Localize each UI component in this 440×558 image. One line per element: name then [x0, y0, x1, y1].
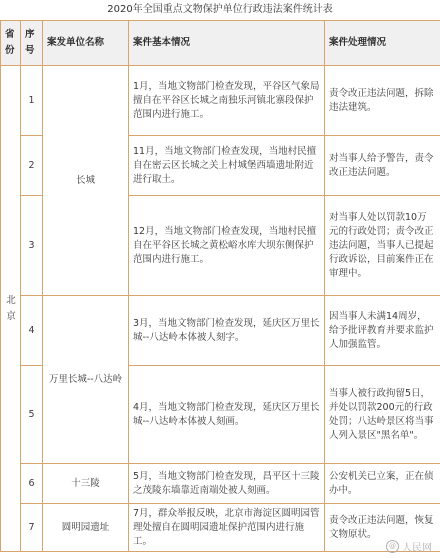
table-row: [1, 296, 440, 366]
seq-cell: 6: [21, 464, 43, 504]
seq-cell: 4: [21, 296, 43, 366]
result-cell: 对当事人处以罚款10万元的行政处罚；责令改正违法问题，当事人已提起行政诉讼，目前案件正在审理中。: [325, 196, 440, 296]
header-unit: 案发单位名称: [43, 21, 129, 66]
case-cell: 11月，当地文物部门检查发现，当地村民擅自在密云区长城之关上村城堡西墙遗址附近进行取土。: [129, 136, 325, 196]
seq-cell: 5: [21, 366, 43, 464]
header-seq: 序号: [21, 21, 43, 66]
seq-cell: 2: [21, 136, 43, 196]
result-cell: 责令改正违法问题，恢复文物原状。: [325, 504, 440, 552]
case-cell: 12月，当地文物部门检查发现，当地村民擅自在平谷区长城之黄松峪水库大坝东侧保护范围内进行施工。: [129, 196, 325, 296]
seq-cell: 1: [21, 66, 43, 136]
header-row: [1, 21, 440, 66]
province-cell: 北京: [1, 66, 21, 552]
case-statistics-table: [0, 20, 440, 552]
case-cell: 1月，当地文物部门检查发现，平谷区气象局擅自在平谷区长城之南独乐河镇北寨段保护范围内进行施工。: [129, 66, 325, 136]
result-cell: 对当事人给予警告，责令改正违法问题。: [325, 136, 440, 196]
result-cell: 因当事人未满14周岁，给予批评教育并要求监护人加强监管。: [325, 296, 440, 366]
table-row: [1, 66, 440, 136]
unit-cell-yuanmingyuan: 圆明园遗址: [43, 504, 129, 552]
header-province: 省份: [1, 21, 21, 66]
table-title: 2020年全国重点文物保护单位行政违法案件统计表: [107, 4, 333, 15]
watermark: [386, 539, 432, 554]
header-result: 案件处理情况: [325, 21, 440, 66]
result-cell: 责令改正违法问题，拆除违法建筑。: [325, 66, 440, 136]
case-cell: 5月，当地文物部门检查发现，昌平区十三陵之茂陵东墙靠近南端处被人刻画。: [129, 464, 325, 504]
seq-cell: 7: [21, 504, 43, 552]
result-cell: 公安机关已立案，正在侦办中。: [325, 464, 440, 504]
result-cell: 当事人被行政拘留5日，并处以罚款200元的行政处罚；八达岭景区将当事人列入景区"黑名单"。: [325, 366, 440, 464]
case-cell: 4月，当地文物部门检查发现，延庆区万里长城--八达岭本体被人刻画。: [129, 366, 325, 464]
case-cell: 3月，当地文物部门检查发现，延庆区万里长城--八达岭本体被人刻字。: [129, 296, 325, 366]
unit-cell-great-wall: 长城: [43, 66, 129, 296]
case-cell: 7月，群众举报反映，北京市海淀区圆明园管理处擅自在圆明园遗址保护范围内进行施工。: [129, 504, 325, 552]
table-row: [1, 504, 440, 552]
unit-cell-badaling: 万里长城--八达岭: [43, 296, 129, 464]
weibo-icon: @: [386, 540, 399, 553]
header-case: 案件基本情况: [129, 21, 325, 66]
table-row: [1, 464, 440, 504]
seq-cell: 3: [21, 196, 43, 296]
unit-cell-ming-tombs: 十三陵: [43, 464, 129, 504]
watermark-text: 人民网: [402, 543, 432, 554]
